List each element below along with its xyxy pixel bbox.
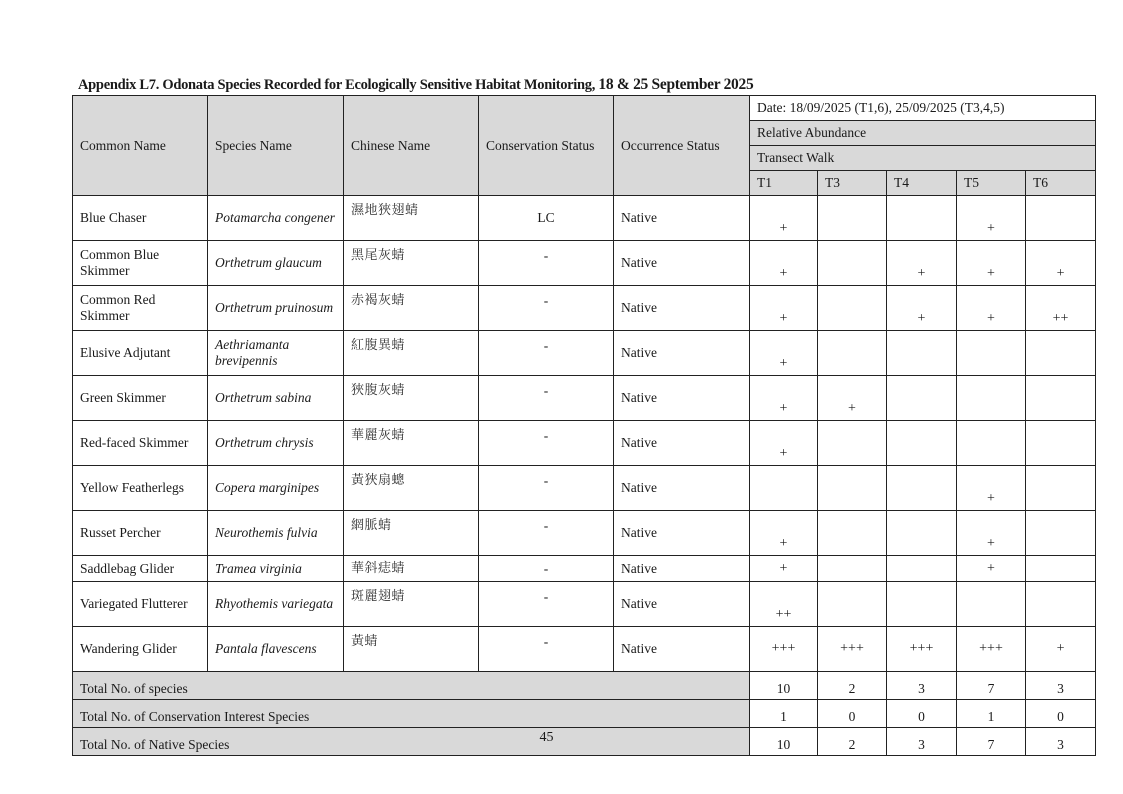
abundance-cell: ++ <box>1026 286 1096 331</box>
totals-value: 3 <box>1026 672 1096 700</box>
table-row <box>73 376 1096 421</box>
species-name-cell: Neurothemis fulvia <box>208 511 344 556</box>
chinese-name-cell: 黑尾灰蜻 <box>344 241 479 286</box>
occurrence-status-cell: Native <box>614 511 750 556</box>
odonata-species-table <box>72 95 1096 756</box>
abundance-cell <box>818 511 887 556</box>
common-name-cell: Red-faced Skimmer <box>73 421 208 466</box>
abundance-cell <box>750 466 818 511</box>
page-number: 45 <box>539 730 554 745</box>
table-row <box>73 556 1096 582</box>
chinese-name-cell: 狹腹灰蜻 <box>344 376 479 421</box>
occurrence-status-cell: Native <box>614 582 750 627</box>
header-relative-abundance: Relative Abundance <box>750 121 1096 146</box>
conservation-status-cell: - <box>479 421 614 466</box>
abundance-cell: + <box>957 511 1026 556</box>
abundance-cell: +++ <box>957 627 1026 672</box>
species-name-cell: Copera marginipes <box>208 466 344 511</box>
header-transect: T1 <box>750 171 818 196</box>
species-name-cell: Potamarcha congener <box>208 196 344 241</box>
species-name-cell: Orthetrum pruinosum <box>208 286 344 331</box>
totals-value: 1 <box>957 700 1026 728</box>
abundance-cell <box>957 421 1026 466</box>
species-name-cell: Orthetrum chrysis <box>208 421 344 466</box>
header-transect: T6 <box>1026 171 1096 196</box>
abundance-cell: + <box>750 331 818 376</box>
common-name-cell: Common Blue Skimmer <box>73 241 208 286</box>
totals-value: 3 <box>1026 728 1096 756</box>
conservation-status-cell: - <box>479 511 614 556</box>
abundance-cell: + <box>750 511 818 556</box>
table-row <box>73 421 1096 466</box>
abundance-cell: + <box>750 421 818 466</box>
chinese-name-cell: 濕地狹翅蜻 <box>344 196 479 241</box>
common-name-cell: Blue Chaser <box>73 196 208 241</box>
table-row <box>73 466 1096 511</box>
header-chinese-name: Chinese Name <box>344 96 479 196</box>
totals-row <box>73 700 1096 728</box>
abundance-cell <box>818 421 887 466</box>
caption-date: 18 & 25 September 2025 <box>598 76 754 93</box>
totals-value: 2 <box>818 672 887 700</box>
totals-value: 3 <box>887 672 957 700</box>
abundance-cell <box>887 466 957 511</box>
chinese-name-cell: 赤褐灰蜻 <box>344 286 479 331</box>
totals-value: 0 <box>1026 700 1096 728</box>
abundance-cell <box>818 241 887 286</box>
table-row <box>73 331 1096 376</box>
header-transect: T5 <box>957 171 1026 196</box>
abundance-cell: + <box>957 241 1026 286</box>
abundance-cell <box>1026 466 1096 511</box>
header-transect: T4 <box>887 171 957 196</box>
table-row <box>73 627 1096 672</box>
abundance-cell: + <box>957 466 1026 511</box>
totals-label: Total No. of Conservation Interest Species <box>73 700 750 728</box>
totals-value: 0 <box>887 700 957 728</box>
chinese-name-cell: 斑麗翅蜻 <box>344 582 479 627</box>
header-date: Date: 18/09/2025 (T1,6), 25/09/2025 (T3,4,5) <box>750 96 1096 121</box>
abundance-cell <box>1026 511 1096 556</box>
abundance-cell <box>818 466 887 511</box>
occurrence-status-cell: Native <box>614 241 750 286</box>
abundance-cell <box>1026 196 1096 241</box>
abundance-cell <box>887 511 957 556</box>
abundance-cell <box>818 286 887 331</box>
species-name-cell: Tramea virginia <box>208 556 344 582</box>
table-row <box>73 286 1096 331</box>
totals-value: 7 <box>957 728 1026 756</box>
abundance-cell: +++ <box>750 627 818 672</box>
common-name-cell: Elusive Adjutant <box>73 331 208 376</box>
occurrence-status-cell: Native <box>614 331 750 376</box>
abundance-cell <box>887 421 957 466</box>
abundance-cell <box>887 196 957 241</box>
abundance-cell <box>957 331 1026 376</box>
occurrence-status-cell: Native <box>614 556 750 582</box>
abundance-cell: + <box>750 241 818 286</box>
totals-row <box>73 672 1096 700</box>
abundance-cell: +++ <box>887 627 957 672</box>
abundance-cell <box>887 582 957 627</box>
abundance-cell <box>957 582 1026 627</box>
common-name-cell: Green Skimmer <box>73 376 208 421</box>
totals-value: 7 <box>957 672 1026 700</box>
table-row <box>73 241 1096 286</box>
chinese-name-cell: 黃狹扇蟌 <box>344 466 479 511</box>
abundance-cell <box>818 556 887 582</box>
abundance-cell: + <box>957 196 1026 241</box>
totals-value: 10 <box>750 672 818 700</box>
chinese-name-cell: 黃蜻 <box>344 627 479 672</box>
common-name-cell: Variegated Flutterer <box>73 582 208 627</box>
header-transect: T3 <box>818 171 887 196</box>
occurrence-status-cell: Native <box>614 421 750 466</box>
abundance-cell <box>818 331 887 376</box>
abundance-cell <box>1026 556 1096 582</box>
abundance-cell <box>818 582 887 627</box>
conservation-status-cell: LC <box>479 196 614 241</box>
abundance-cell: + <box>750 376 818 421</box>
occurrence-status-cell: Native <box>614 627 750 672</box>
table-row <box>73 511 1096 556</box>
abundance-cell <box>1026 376 1096 421</box>
abundance-cell: + <box>750 196 818 241</box>
occurrence-status-cell: Native <box>614 376 750 421</box>
abundance-cell: + <box>818 376 887 421</box>
conservation-status-cell: - <box>479 376 614 421</box>
abundance-cell <box>957 376 1026 421</box>
abundance-cell: + <box>750 286 818 331</box>
header-species-name: Species Name <box>208 96 344 196</box>
conservation-status-cell: - <box>479 331 614 376</box>
totals-label: Total No. of species <box>73 672 750 700</box>
totals-value: 1 <box>750 700 818 728</box>
abundance-cell <box>818 196 887 241</box>
abundance-cell <box>1026 582 1096 627</box>
abundance-cell: +++ <box>818 627 887 672</box>
occurrence-status-cell: Native <box>614 196 750 241</box>
table-row <box>73 196 1096 241</box>
occurrence-status-cell: Native <box>614 466 750 511</box>
common-name-cell: Wandering Glider <box>73 627 208 672</box>
conservation-status-cell: - <box>479 582 614 627</box>
occurrence-status-cell: Native <box>614 286 750 331</box>
chinese-name-cell: 華麗灰蜻 <box>344 421 479 466</box>
abundance-cell <box>887 556 957 582</box>
chinese-name-cell: 華斜痣蜻 <box>344 556 479 582</box>
species-name-cell: Orthetrum sabina <box>208 376 344 421</box>
abundance-cell <box>887 376 957 421</box>
conservation-status-cell: - <box>479 556 614 582</box>
conservation-status-cell: - <box>479 466 614 511</box>
common-name-cell: Saddlebag Glider <box>73 556 208 582</box>
abundance-cell: + <box>1026 241 1096 286</box>
abundance-cell: + <box>887 286 957 331</box>
abundance-cell: ++ <box>750 582 818 627</box>
conservation-status-cell: - <box>479 627 614 672</box>
abundance-cell: + <box>887 241 957 286</box>
abundance-cell <box>1026 331 1096 376</box>
abundance-cell <box>887 331 957 376</box>
header-transect-walk: Transect Walk <box>750 146 1096 171</box>
abundance-cell <box>1026 421 1096 466</box>
table-row <box>73 582 1096 627</box>
common-name-cell: Yellow Featherlegs <box>73 466 208 511</box>
header-conservation-status: Conservation Status <box>479 96 614 196</box>
totals-value: 0 <box>818 700 887 728</box>
totals-value: 2 <box>818 728 887 756</box>
totals-label: Total No. of Native Species <box>73 728 750 756</box>
abundance-cell: + <box>957 286 1026 331</box>
species-name-cell: Rhyothemis variegata <box>208 582 344 627</box>
header-occurrence-status: Occurrence Status <box>614 96 750 196</box>
totals-value: 10 <box>750 728 818 756</box>
chinese-name-cell: 紅腹異蜻 <box>344 331 479 376</box>
table-caption <box>78 76 753 94</box>
abundance-cell: + <box>957 556 1026 582</box>
species-name-cell: Aethriamanta brevipennis <box>208 331 344 376</box>
header-common-name: Common Name <box>73 96 208 196</box>
abundance-cell: + <box>1026 627 1096 672</box>
chinese-name-cell: 網脈蜻 <box>344 511 479 556</box>
conservation-status-cell: - <box>479 286 614 331</box>
common-name-cell: Russet Percher <box>73 511 208 556</box>
totals-value: 3 <box>887 728 957 756</box>
conservation-status-cell: - <box>479 241 614 286</box>
caption-prefix: Appendix L7. Odonata Species Recorded for Ecologically Sensitive Habitat Monitoring, <box>78 77 599 93</box>
common-name-cell: Common Red Skimmer <box>73 286 208 331</box>
species-name-cell: Pantala flavescens <box>208 627 344 672</box>
abundance-cell: + <box>750 556 818 582</box>
species-name-cell: Orthetrum glaucum <box>208 241 344 286</box>
